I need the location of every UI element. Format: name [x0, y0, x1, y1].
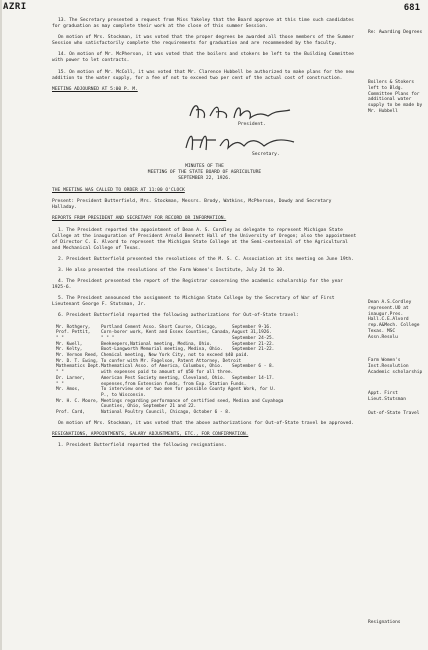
- page-number: 681: [403, 3, 420, 13]
- travel-desc: Portland Cement Asso. Short Course, Chicago,: [101, 324, 218, 330]
- travel-date: September 9-16.: [232, 324, 272, 330]
- travel-name: Mr. H. C. Moore,: [56, 398, 99, 404]
- travel-date: September 14-17.: [232, 375, 275, 381]
- travel-name: " ": [56, 381, 64, 387]
- travel-name: Prof. Pettit,: [56, 330, 91, 336]
- report-2: 2. President Butterfield presented the resolutions of the M. S. C. Association at its meeting on June 19th.: [58, 256, 354, 262]
- travel-name: Mr. Amos,: [56, 387, 80, 393]
- travel-desc: Chemical meeting, New York City, not to exceed $40 paid.: [101, 353, 250, 359]
- travel-date: September 21-22.: [232, 347, 275, 353]
- president-signature: [180, 98, 300, 124]
- resignations-item: 1. President Butterfield reported the following resignations.: [58, 442, 227, 448]
- travel-date: August 31,1926.: [232, 330, 272, 336]
- item-15: 15. On motion of Mr. McColl, it was voted that Mr. Clarence Hubbell be authorized to make plans for the new addition to the water supply, for a fee of not to exceed two per cent of the actual cost of construction.: [52, 69, 354, 81]
- travel-date: September 21-22.: [232, 341, 275, 347]
- report-3: 3. He also presented the resolutions of the Farm Women's Institute, July 24 to 30.: [58, 267, 285, 273]
- minutes-title-1: MINUTES OF THE: [185, 163, 224, 169]
- item-14: 14. On motion of Mr. McPherson, it was voted that the boilers and stokers be left to the Building Committee with power to let contracts.: [52, 52, 354, 64]
- report-1: 1. The President reported the appointment of Dean A. S. Cordley as delegate to represent Michigan State College at the inauguration of President Arnold Bennett Hall of the University of Oregon; also the appointment of Director C. E. Alvord to represent the Michigan State College at the Semi-centennial of the Agricultural and Mechanical College of Texas.: [52, 227, 357, 251]
- report-4: 4. The President presented the report of the Registrar concerning the academic scholarship for the year 1925-6.: [52, 279, 343, 291]
- page-fold-edge: [0, 0, 2, 650]
- travel-name: Mr. Rothgery,: [56, 324, 91, 330]
- margin-note-resignations: Resignations: [368, 620, 401, 625]
- travel-desc: To interview one or two men for possible County Agent Work, for U. P., to Wisconsin.: [101, 387, 276, 398]
- margin-note-delegates: Dean A.S.Cordley represent.UO at inaugur.Pres. Hall.C.E.Alvord rep.A&Mech. College Texas. MSC Assn.Resolu: [368, 300, 420, 340]
- travel-name: Mr. Vernon Reed,: [56, 353, 99, 359]
- report-5: 5. The President announced the assignment to Michigan State College by the Secretary of War of First Lieutenant George F. Stutsman, Jr.: [52, 296, 335, 308]
- signature-block: [52, 98, 357, 158]
- margin-note-boilers: Boilers & Stokers left to Bldg. Committee Plans for additional water supply to be made by Mr. Hubbell: [368, 80, 423, 114]
- travel-desc: American Pest Society meeting, Cleveland, Ohio.: [101, 375, 226, 381]
- president-label: President.: [238, 121, 266, 127]
- travel-date: [232, 410, 284, 416]
- travel-name: " ": [56, 335, 64, 341]
- travel-desc: Corn-borer work, Kent and Essex Counties, Canada,: [101, 330, 231, 336]
- travel-desc: expenses,from Extension funds, from Exp. Station Funds.: [101, 381, 247, 387]
- margin-note-farm-women: Farm Women's Inst.Resolution Academic scholarship: [368, 358, 423, 375]
- travel-name: Prof. Card,: [56, 410, 86, 416]
- travel-name: Mr. D. T. Ewing,: [56, 358, 99, 364]
- travel-desc: with expenses paid to amount of $50 for all three.: [101, 370, 234, 376]
- travel-desc: National Poultry Council, Chicago, October 6 - 8.: [101, 410, 231, 416]
- margin-note-lieutenant: Appt. First Lieut.Stutsman: [368, 391, 406, 402]
- travel-date: September 24-25.: [232, 335, 275, 341]
- archive-code: AZRI: [3, 2, 27, 12]
- travel-desc: Meetings regarding performance of certified seed, Medina and Cuyahoga Counties, Ohio, September 21 and 22.: [101, 398, 284, 410]
- call-to-order: THE MEETING WAS CALLED TO ORDER AT 11:00 O'CLOCK: [52, 188, 185, 194]
- travel-desc: " " ": [101, 335, 115, 341]
- travel-desc: Boot-Langworth Memorial meeting, Medina, Ohio.: [101, 347, 223, 353]
- adjournment-line: MEETING ADJOURNED AT 5:00 P. M.: [52, 86, 138, 92]
- secretary-label: Secretary.: [252, 151, 280, 157]
- travel-name: Mathematics Dept.: [56, 364, 101, 370]
- travel-date: September 6 - 8.: [232, 364, 275, 370]
- travel-name: Dr. Larner,: [56, 375, 86, 381]
- report-6: 6. President Butterfield reported the following authorizations for Out-of-State travel:: [58, 313, 299, 319]
- travel-name: " ": [56, 370, 64, 376]
- travel-approval: On motion of Mrs. Stockman, it was voted that the above authorizations for Out-of-State travel be approved.: [58, 420, 354, 426]
- margin-note-travel: Out-of-State Travel: [368, 411, 420, 416]
- travel-table: [56, 325, 357, 416]
- motion-degrees: On motion of Mrs. Stockman, it was voted that the proper degrees be awarded all those members of the Summer Session who satisfactorily complete the requirements for graduation and are recommended by the faculty.: [52, 35, 354, 47]
- travel-name: Mr. Kelty,: [56, 347, 83, 353]
- travel-desc: Beekeepers,National meeting, Medina, Ohio.: [101, 341, 213, 347]
- travel-name: Mr. Kwell,: [56, 341, 83, 347]
- minutes-title-3: SEPTEMBER 22, 1926.: [178, 176, 231, 182]
- travel-desc: To confer with Mr. Fagelson, Patent Attorney, Detroit: [101, 358, 242, 364]
- present-list: Present: President Butterfield, Mrs. Stockman, Messrs. Brody, Watkins, McPherson, Dowdy and Secretary Halladay.: [52, 199, 332, 211]
- minutes-title-2: MEETING OF THE STATE BOARD OF AGRICULTURE: [147, 169, 262, 175]
- reports-heading: REPORTS FROM PRESIDENT AND SECRETARY FOR RECORD OR INFORMATION.: [52, 216, 227, 222]
- resignations-heading: RESIGNATIONS, APPOINTMENTS, SALARY ADJUSTMENTS, ETC., FOR CONFIRMATION.: [52, 431, 249, 437]
- travel-desc: Mathematical Asso. of America, Columbus, Ohio.: [101, 364, 223, 370]
- margin-note-awarding: Re: Awarding Degrees: [368, 30, 423, 35]
- item-13: 13. The Secretary presented a request from Miss Yakeley that the Board approve at this time such candidates for graduation as may complete their work at the close of this summer Session.: [52, 18, 354, 30]
- main-text-column: [52, 18, 357, 454]
- secretary-signature: [180, 128, 300, 154]
